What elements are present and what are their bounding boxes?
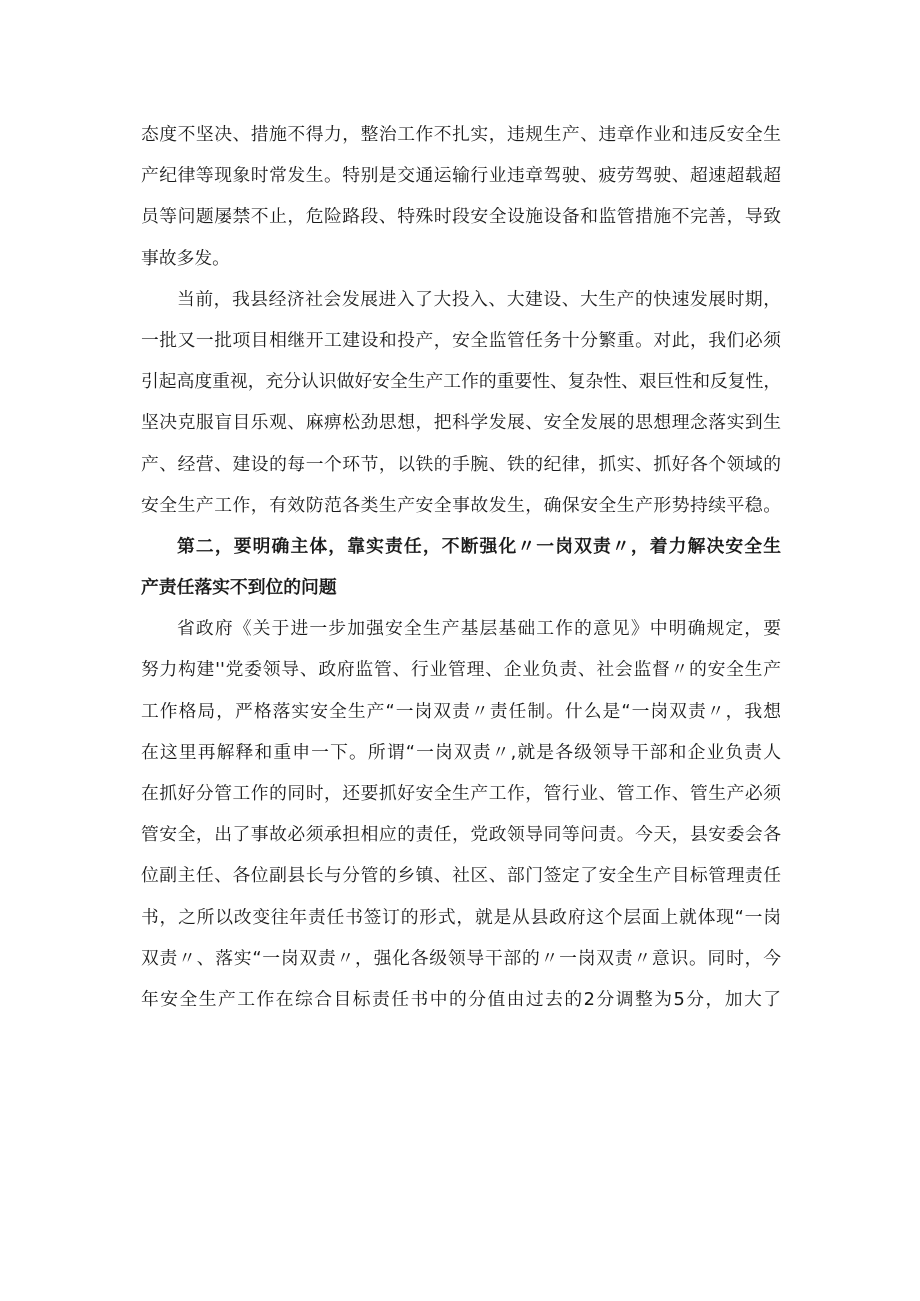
paragraph-line: 产、经营、建设的每一个环节，以铁的手腕、铁的纪律，抓实、抓好各个领域的 bbox=[141, 453, 781, 475]
paragraph-line: 工作格局，严格落实安全生产“一岗双责〃责任制。什么是“一岗双责〃，我想 bbox=[141, 700, 781, 722]
paragraph-line: 态度不坚决、措施不得力，整治工作不扎实，违规生产、违章作业和违反安全生 bbox=[141, 124, 781, 145]
paragraph-line: 书，之所以改变往年责任书签订的形式，就是从县政府这个层面上就体现“一岗 bbox=[141, 906, 781, 928]
paragraph-line: 当前，我县经济社会发展进入了大投入、大建设、大生产的快速发展时期， bbox=[177, 288, 781, 310]
paragraph-line: 产纪律等现象时常发生。特别是交通运输行业违章驾驶、疲劳驾驶、超速超载超 bbox=[141, 165, 781, 187]
paragraph-line: 省政府《关于进一步加强安全生产基层基础工作的意见》中明确规定，要 bbox=[177, 618, 781, 640]
section-heading-line: 产责任落实不到位的问题 bbox=[141, 577, 337, 599]
paragraph-line: 在抓好分管工作的同时，还要抓好安全生产工作，管行业、管工作、管生产必须 bbox=[141, 783, 781, 804]
paragraph-line: 引起高度重视，充分认识做好安全生产工作的重要性、复杂性、艰巨性和反复性， bbox=[141, 371, 782, 393]
paragraph-line: 事故多发。 bbox=[141, 247, 230, 269]
paragraph-line: 在这里再解释和重申一下。所谓“一岗双责〃,就是各级领导干部和企业负责人 bbox=[141, 741, 781, 763]
paragraph-line: 安全生产工作，有效防范各类生产安全事故发生，确保安全生产形势持续平稳。 bbox=[141, 494, 781, 516]
paragraph-line: 位副主任、各位副县长与分管的乡镇、社区、部门签定了安全生产目标管理责任 bbox=[141, 865, 781, 887]
paragraph-line: 管安全，出了事故必须承担相应的责任，党政领导同等问责。今天，县安委会各 bbox=[141, 824, 781, 846]
paragraph-line: 双责〃、落实“一岗双责〃，强化各级领导干部的〃一岗双责〃意识。同时，今 bbox=[141, 947, 781, 969]
paragraph-line: 坚决克服盲目乐观、麻痹松劲思想，把科学发展、安全发展的思想理念落实到生 bbox=[141, 412, 781, 434]
paragraph-line: 一批又一批项目相继开工建设和投产，安全监管任务十分繁重。对此，我们必须 bbox=[141, 329, 781, 351]
section-heading-line: 第二，要明确主体，靠实责任，不断强化〃一岗双责〃，着力解决安全生 bbox=[177, 535, 781, 557]
document-body bbox=[141, 114, 781, 1020]
paragraph-line: 努力构建''党委领导、政府监管、行业管理、企业负责、社会监督〃的安全生产 bbox=[141, 659, 781, 681]
paragraph-line: 员等问题屡禁不止，危险路段、特殊时段安全设施设备和监管措施不完善，导致 bbox=[141, 206, 781, 228]
paragraph-line: 年安全生产工作在综合目标责任书中的分值由过去的2分调整为5分，加大了 bbox=[141, 988, 781, 1010]
